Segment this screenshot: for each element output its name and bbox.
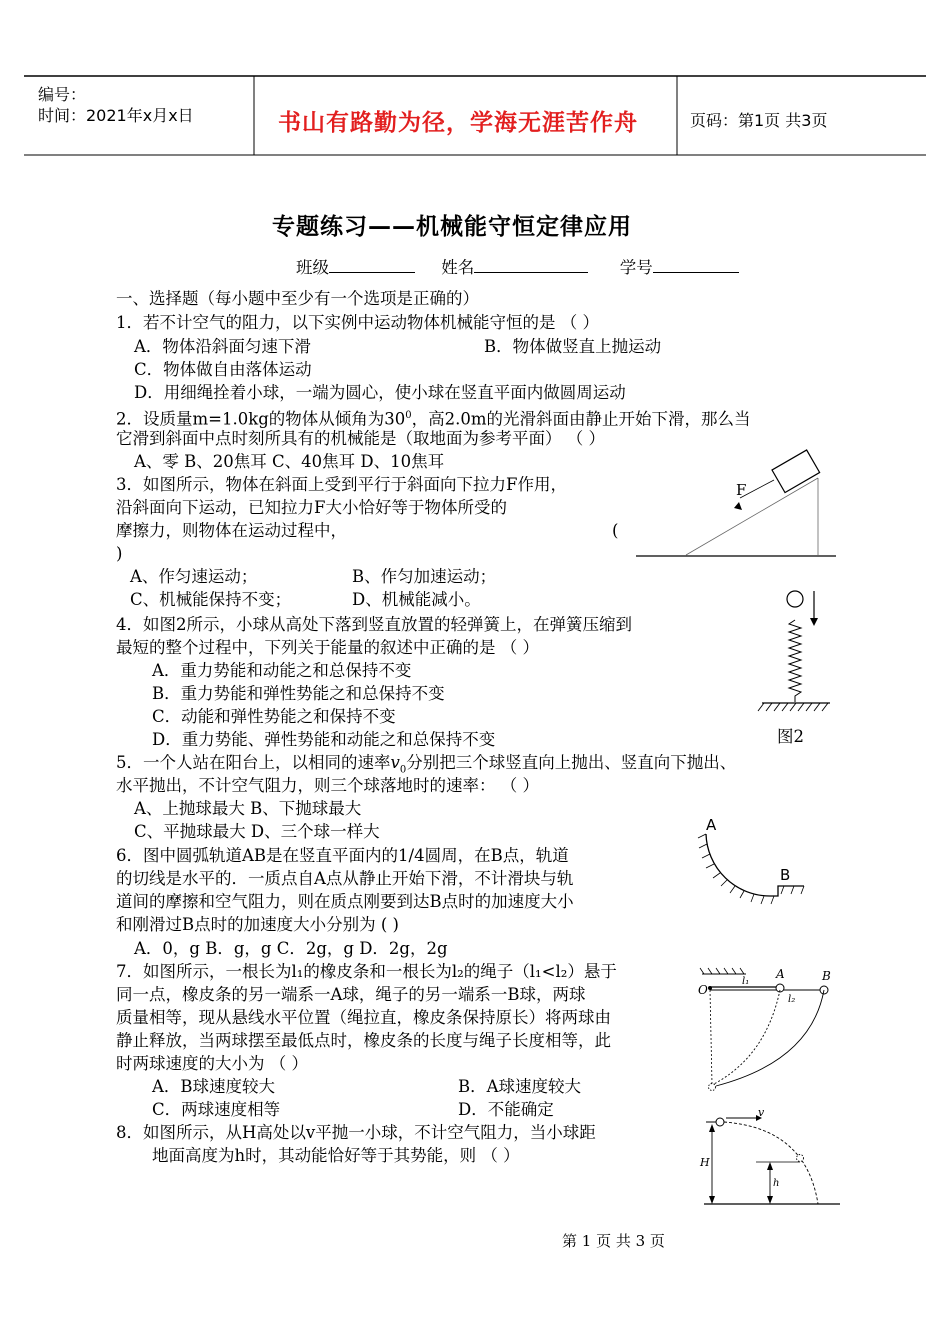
serial-label: 编号：: [38, 85, 87, 104]
height-small-h-label: h: [773, 1178, 780, 1189]
q4-line2: 最短的整个过程中，下列关于能量的叙述中正确的是 （ ）: [116, 638, 539, 657]
motto: 书山有路勤为径，学海无涯苦作舟: [278, 110, 638, 136]
q6-options: A．0，g B．g，g C．2g，g D．2g，2g: [134, 939, 448, 958]
spring-figure: [758, 588, 838, 718]
point-a-label: A: [706, 816, 717, 834]
name-label: 姓名: [441, 258, 475, 277]
page-info: 页码：第1页 共3页: [690, 111, 828, 130]
q3-line3: 摩擦力，则物体在运动过程中，: [116, 521, 347, 540]
q5-options-ab: A、上抛球最大 B、下抛球最大: [134, 799, 362, 818]
q5-line2: 水平抛出，不计空气阻力，则三个球落地时的速率： （ ）: [116, 776, 539, 795]
section-heading: 一、选择题（每小题中至少有一个选项是正确的）: [116, 289, 479, 308]
projectile-figure: [696, 1108, 846, 1208]
q7-option-c: C．两球速度相等: [152, 1100, 281, 1119]
q2-line1-b: ，高2.0m的光滑斜面由静止开始下滑，那么当: [411, 409, 751, 429]
arc-track-figure: [676, 816, 826, 906]
incline-figure: [636, 452, 846, 562]
q8-line1: 8．如图所示，从H高处以v平抛一小球，不计空气阻力，当小球距: [116, 1123, 596, 1142]
force-f-label: F: [736, 481, 747, 499]
q2-line1-a: 2．设质量m=1.0kg的物体从倾角为30: [116, 409, 406, 429]
class-field[interactable]: [329, 256, 415, 273]
q1-option-c: C．物体做自由落体运动: [134, 360, 312, 379]
q7-option-b: B．A球速度较大: [458, 1077, 582, 1096]
student-info-row: [296, 256, 739, 279]
point-b-label: B: [780, 866, 791, 884]
q2-degree: 0: [405, 410, 412, 421]
q2-line2: 它滑到斜面中点时刻所具有的机械能是（取地面为参考平面） （ ）: [116, 429, 605, 448]
q6-line4: 和刚滑过B点时的加速度大小分别为 ( ): [116, 915, 399, 934]
class-label: 班级: [296, 258, 329, 277]
q7-option-d: D．不能确定: [458, 1100, 554, 1119]
time-label: 时间：2021年x月x日: [38, 106, 194, 125]
q7-line3: 质量相等，现从悬线水平位置（绳拉直，橡皮条保持原长）将两球由: [116, 1008, 611, 1027]
q5-v0: v: [390, 753, 400, 772]
id-label: 学号: [619, 258, 653, 277]
q1-option-d: D．用细绳拴着小球，一端为圆心，使小球在竖直平面内做圆周运动: [134, 383, 626, 402]
q8-line2: 地面高度为h时，其动能恰好等于其势能，则 （ ）: [152, 1146, 520, 1165]
l1-label: l₁: [742, 976, 750, 987]
q4-option-c: C．动能和弹性势能之和保持不变: [152, 707, 396, 726]
q6-line3: 道间的摩擦和空气阻力，则在质点刚要到达B点时的加速度大小: [116, 892, 574, 911]
q3-line1: 3．如图所示，物体在斜面上受到平行于斜面向下拉力F作用，: [116, 475, 567, 494]
q3-option-b: B、作匀加速运动；: [352, 567, 497, 586]
velocity-v-label: v: [758, 1106, 765, 1119]
q3-paren-open: (: [612, 521, 619, 540]
q4-fig-caption: 图2: [777, 727, 804, 746]
q2-line1: [116, 405, 751, 431]
height-big-h-label: H: [700, 1156, 710, 1169]
q7-line4: 静止释放，当两球摆至最低点时，橡皮条的长度与绳子长度相等，此: [116, 1031, 611, 1050]
page-title: 专题练习——机械能守恒定律应用: [272, 214, 632, 240]
q3-line2: 沿斜面向下运动，已知拉力F大小恰好等于物体所受的: [116, 498, 507, 517]
pendulum-figure: [696, 966, 846, 1096]
page-footer: 第 1 页 共 3 页: [562, 1232, 665, 1250]
q3-option-a: A、作匀速运动；: [130, 567, 258, 586]
q5-options-cd: C、平抛球最大 D、三个球一样大: [134, 822, 380, 841]
q6-line2: 的切线是水平的．一质点自A点从静止开始下滑，不计滑块与轨: [116, 869, 574, 888]
q3-option-d: D、机械能减小。: [352, 590, 481, 609]
q6-line1: 6．图中圆弧轨道AB是在竖直平面内的1/4圆周，在B点，轨道: [116, 846, 569, 865]
q7-line1: 7．如图所示，一根长为l₁的橡皮条和一根长为l₂的绳子（l₁<l₂）悬于: [116, 962, 617, 981]
q4-line1: 4．如图2所示，小球从高处下落到竖直放置的轻弹簧上，在弹簧压缩到: [116, 615, 632, 634]
q5-line1-b: 分别把三个球竖直向上抛出、竖直向下抛出、: [406, 753, 737, 772]
point-o-label: O: [698, 983, 708, 997]
l2-label: l₂: [788, 994, 796, 1005]
q5-line1-a: 5．一个人站在阳台上，以相同的速率: [116, 753, 391, 772]
q4-option-d: D．重力势能、弹性势能和动能之和总保持不变: [152, 730, 496, 749]
q1-option-a: A．物体沿斜面匀速下滑: [134, 337, 311, 356]
q4-option-b: B．重力势能和弹性势能之和总保持不变: [152, 684, 445, 703]
q4-option-a: A．重力势能和动能之和总保持不变: [152, 661, 412, 680]
ball-b-label: B: [822, 969, 831, 983]
q7-line5: 时两球速度的大小为 （ ）: [116, 1054, 308, 1073]
id-field[interactable]: [653, 256, 739, 273]
ball-a-label: A: [776, 967, 785, 981]
name-field[interactable]: [474, 256, 588, 273]
q2-options: A、零 B、20焦耳 C、40焦耳 D、10焦耳: [134, 452, 445, 471]
q7-line2: 同一点，橡皮条的另一端系一A球，绳子的另一端系一B球，两球: [116, 985, 586, 1004]
q3-paren-close: ): [116, 544, 123, 563]
q1-option-b: B．物体做竖直上抛运动: [484, 337, 662, 356]
q3-option-c: C、机械能保持不变；: [130, 590, 292, 609]
q7-option-a: A．B球速度较大: [152, 1077, 276, 1096]
q1-stem: 1．若不计空气的阻力，以下实例中运动物体机械能守恒的是 （ ）: [116, 313, 599, 332]
q5-v0-sub: 0: [399, 764, 407, 776]
